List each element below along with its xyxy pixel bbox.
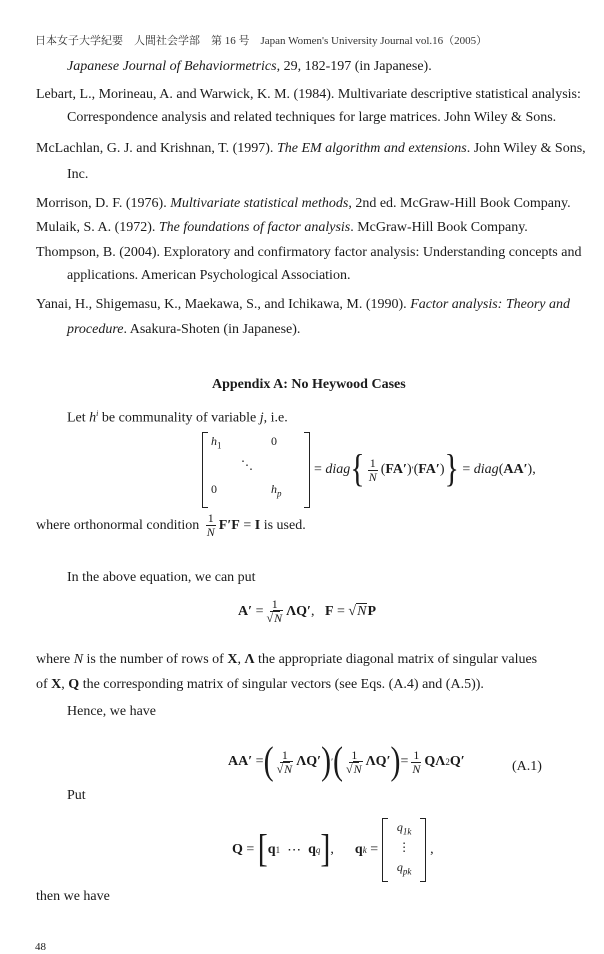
appendix-title: Appendix A: No Heywood Cases [212, 377, 406, 392]
equation-communality: $h_1$ 0 ⋱ 0 $h_p$ = diag { $\frac{1}{N}$ ( FA′ ) ′ ( FA′ ) } = diag ( AA′ ), [198, 432, 536, 508]
page-number: 48 [35, 941, 46, 953]
reference-line: Japanese Journal of Behaviormetrics, 29, 182-197 (in Japanese). [67, 59, 432, 74]
reference-line: Morrison, D. F. (1976). Multivariate statistical methods, 2nd ed. McGraw-Hill Book Company. [36, 196, 571, 211]
reference-line: Inc. [67, 167, 89, 182]
equation-number: (A.1) [512, 759, 542, 774]
paragraph-orthonormal: where orthonormal condition $\frac{1}{N}$ F′F = I is used. [36, 511, 306, 539]
reference-line: Thompson, B. (2004). Exploratory and confirmatory factor analysis: Understanding concepts and [36, 245, 582, 260]
paragraph-let: Let $h^i$ be communality of variable j, i.e. [67, 409, 288, 426]
reference-line: McLachlan, G. J. and Krishnan, T. (1997). The EM algorithm and extensions. John Wiley & Sons, [36, 141, 586, 156]
equation-a1: AA′ = ( $\frac{1}{√N}$ ΛQ′ ) ′ ( $\frac{1}{√N}$ ΛQ′ ) = $\frac{1}{N}$ QΛ 2 Q′ [228, 739, 465, 783]
paragraph-above: In the above equation, we can put [67, 570, 256, 585]
reference-line: Mulaik, S. A. (1972). The foundations of factor analysis. McGraw-Hill Book Company. [36, 220, 528, 235]
paragraph-then: then we have [36, 889, 110, 904]
reference-line: procedure. Asakura-Shoten (in Japanese). [67, 322, 301, 337]
reference-line: Correspondence analysis and related techniques for large matrices. John Wiley & Sons. [67, 110, 557, 125]
reference-line: applications. American Psychological Association. [67, 268, 351, 283]
paragraph-hence: Hence, we have [67, 704, 157, 719]
running-header: 日本女子大学紀要 人間社会学部 第 16 号 Japan Women's University Journal vol.16（2005） [35, 35, 488, 47]
paragraph-of-x: of X, Q the corresponding matrix of singular vectors (see Eqs. (A.4) and (A.5)). [36, 677, 484, 692]
reference-line: Yanai, H., Shigemasu, K., Maekawa, S., and Ichikawa, M. (1990). Factor analysis: Theory and [36, 297, 571, 312]
paragraph-put: Put [67, 788, 86, 803]
reference-line: Lebart, L., Morineau, A. and Warwick, K. M. (1984). Multivariate descriptive statistical analysis: [36, 87, 581, 102]
equation-q-definition: Q = [ q 1 ⋯ q q ] , q k = $q_{1k}$ ⋮ $q_{pk}$ , [232, 818, 434, 882]
equation-decomposition: A′ = $\frac{1}{√N}$ ΛQ′ , F = √ N P [238, 597, 377, 625]
paragraph-where-n: where N is the number of rows of X, Λ the appropriate diagonal matrix of singular values [36, 652, 538, 667]
